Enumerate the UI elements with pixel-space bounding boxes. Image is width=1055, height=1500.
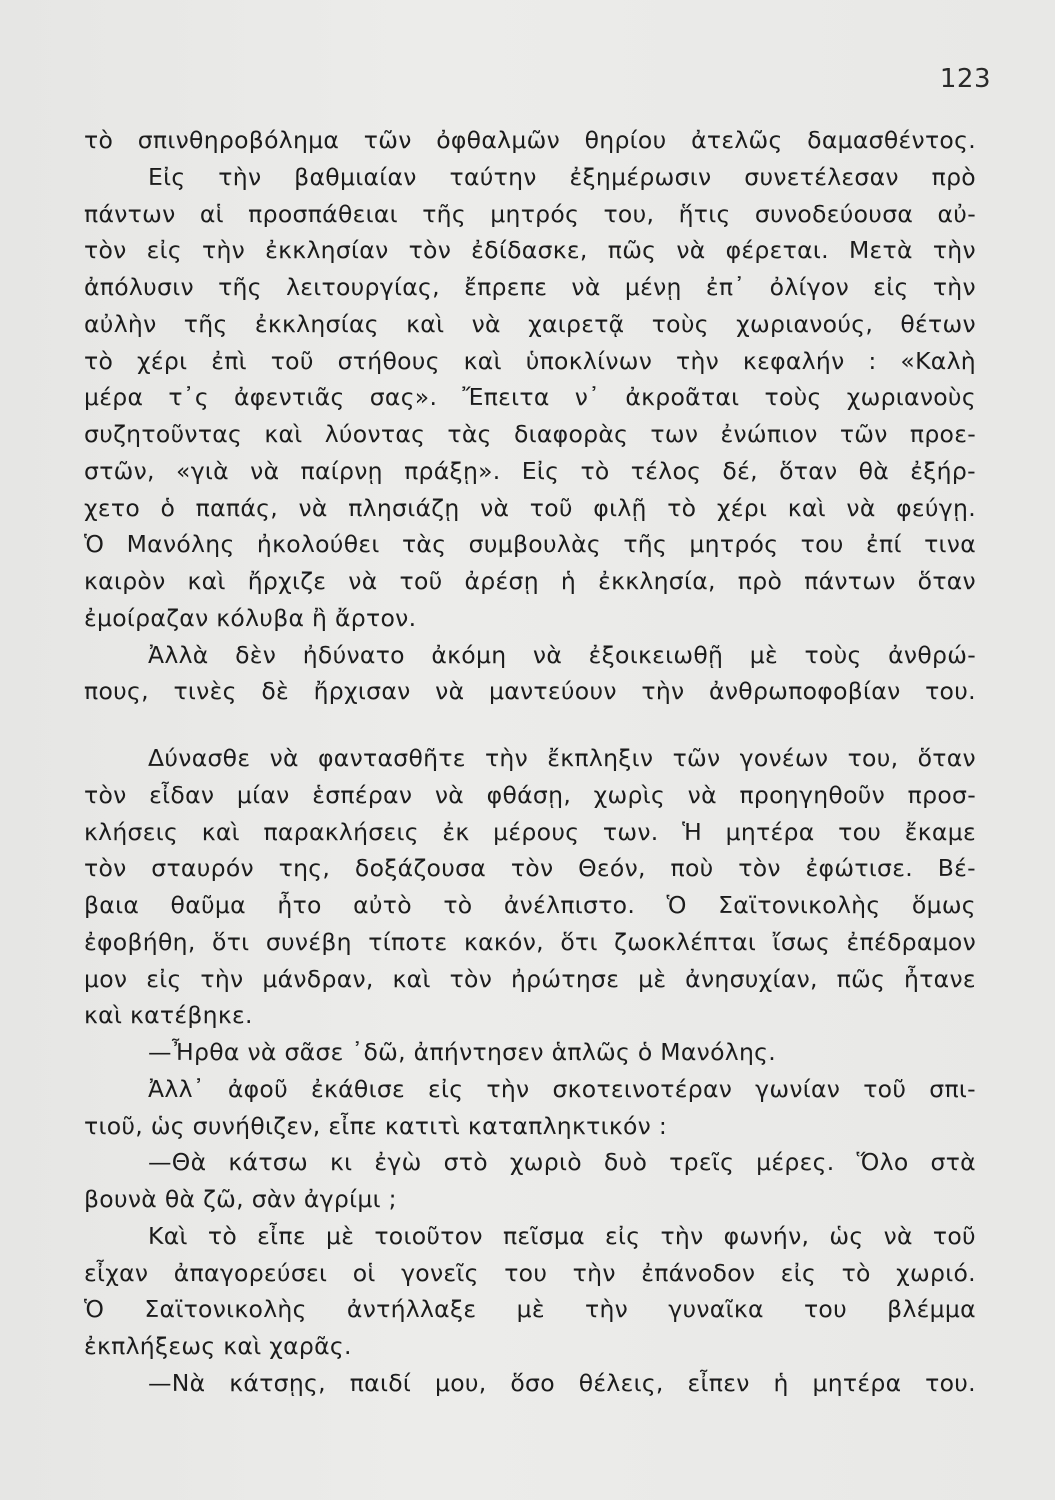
page-number: 123: [939, 64, 991, 94]
text-line: Ἀλλ᾿ ἀφοῦ ἐκάθισε εἰς τὴν σκοτεινοτέραν γωνίαν τοῦ σπι-: [148, 1074, 976, 1103]
text-line: μέρα τ᾿ς ἀφεντιᾶς σας». Ἔπειτα ν᾿ ἀκροᾶται τοὺς χωριανοὺς: [84, 383, 976, 412]
text-line: —Ἦρθα νὰ σᾶσε ᾿δῶ, ἀπήντησεν ἁπλῶς ὁ Μανόλης.: [148, 1038, 777, 1066]
text-line: Ὁ Μανόλης ἠκολούθει τὰς συμβουλὰς τῆς μητρός του ἐπί τινα: [84, 530, 976, 559]
text-line: —Θὰ κάτσω κι ἐγὼ στὸ χωριὸ δυὸ τρεῖς μέρες. Ὅλο στὰ: [148, 1148, 976, 1177]
text-line: στῶν, «γιὰ νὰ παίρνῃ πράξῃ». Εἰς τὸ τέλος δέ, ὅταν θὰ ἐξήρ-: [84, 456, 976, 485]
text-line: καιρὸν καὶ ἤρχιζε νὰ τοῦ ἀρέσῃ ἡ ἐκκλησία, πρὸ πάντων ὅταν: [84, 567, 976, 595]
text-line: τὸν εἶδαν μίαν ἑσπέραν νὰ φθάσῃ, χωρὶς νὰ προηγηθοῦν προσ-: [84, 780, 976, 809]
text-line: ἐκπλήξεως καὶ χαρᾶς.: [84, 1332, 352, 1360]
text-line: μον εἰς τὴν μάνδραν, καὶ τὸν ἠρώτησε μὲ ἀνησυχίαν, πῶς ἦτανε: [84, 964, 976, 993]
text-line: —Νὰ κάτσῃς, παιδί μου, ὅσο θέλεις, εἶπεν ἡ μητέρα του.: [148, 1368, 976, 1397]
text-line: Ἀλλὰ δὲν ἠδύνατο ἀκόμη νὰ ἐξοικειωθῇ μὲ τοὺς ἀνθρώ-: [148, 640, 976, 669]
text-line: βαια θαῦμα ἦτο αὐτὸ τὸ ἀνέλπιστο. Ὁ Σαϊτονικολὴς ὅμως: [84, 891, 976, 919]
text-line: αὐλὴν τῆς ἐκκλησίας καὶ νὰ χαιρετᾷ τοὺς χωριανούς, θέτων: [84, 309, 976, 338]
text-line: Καὶ τὸ εἶπε μὲ τοιοῦτον πεῖσμα εἰς τὴν φωνήν, ὡς νὰ τοῦ: [148, 1221, 976, 1250]
text-line: ἐμοίραζαν κόλυβα ἢ ἄρτον.: [84, 603, 417, 632]
text-line: βουνὰ θὰ ζῶ, σὰν ἀγρίμι ;: [84, 1185, 397, 1213]
text-line: ἐφοβήθη, ὅτι συνέβη τίποτε κακόν, ὅτι ζωοκλέπται ἴσως ἐπέδραμον: [84, 927, 976, 956]
text-line: Ὁ Σαϊτονικολὴς ἀντήλλαξε μὲ τὴν γυναῖκα του βλέμμα: [84, 1295, 976, 1324]
text-line: πους, τινὲς δὲ ἤρχισαν νὰ μαντεύουν τὴν ἀνθρωποφοβίαν του.: [84, 677, 976, 706]
text-line: τὸ σπινθηροβόλημα τῶν ὀφθαλμῶν θηρίου ἀτελῶς δαμασθέντος.: [84, 126, 976, 154]
text-line: εἶχαν ἀπαγορεύσει οἱ γονεῖς του τὴν ἐπάνοδον εἰς τὸ χωριό.: [84, 1258, 976, 1287]
text-line: καὶ κατέβηκε.: [84, 1001, 253, 1030]
paragraph-gap: [84, 710, 976, 740]
body-text: [84, 122, 976, 1402]
text-line: τὸν σταυρόν της, δοξάζουσα τὸν Θεόν, ποὺ τὸν ἐφώτισε. Βέ-: [84, 854, 976, 883]
text-line: τὸ χέρι ἐπὶ τοῦ στήθους καὶ ὑποκλίνων τὴν κεφαλήν : «Καλὴ: [84, 346, 976, 375]
text-line: χετο ὁ παπάς, νὰ πλησιάζῃ νὰ τοῦ φιλῇ τὸ χέρι καὶ νὰ φεύγῃ.: [84, 493, 976, 522]
text-line: Δύνασθε νὰ φαντασθῆτε τὴν ἔκπληξιν τῶν γονέων του, ὅταν: [148, 744, 976, 772]
text-line: τὸν εἰς τὴν ἐκκλησίαν τὸν ἐδίδασκε, πῶς νὰ φέρεται. Μετὰ τὴν: [84, 236, 976, 265]
text-line: συζητοῦντας καὶ λύοντας τὰς διαφορὰς των ἐνώπιον τῶν προε-: [84, 420, 976, 448]
text-line: κλήσεις καὶ παρακλήσεις ἐκ μέρους των. Ἡ μητέρα του ἔκαμε: [84, 817, 976, 846]
text-line: πάντων αἱ προσπάθειαι τῆς μητρός του, ἥτις συνοδεύουσα αὐ-: [84, 199, 976, 228]
text-line: τιοῦ, ὡς συνήθιζεν, εἶπε κατιτὶ καταπληκτικόν :: [84, 1111, 668, 1140]
text-line: ἀπόλυσιν τῆς λειτουργίας, ἔπρεπε νὰ μένῃ ἐπ᾿ ὀλίγον εἰς τὴν: [84, 273, 976, 301]
text-line: Εἰς τὴν βαθμιαίαν ταύτην ἐξημέρωσιν συνετέλεσαν πρὸ: [148, 162, 976, 191]
